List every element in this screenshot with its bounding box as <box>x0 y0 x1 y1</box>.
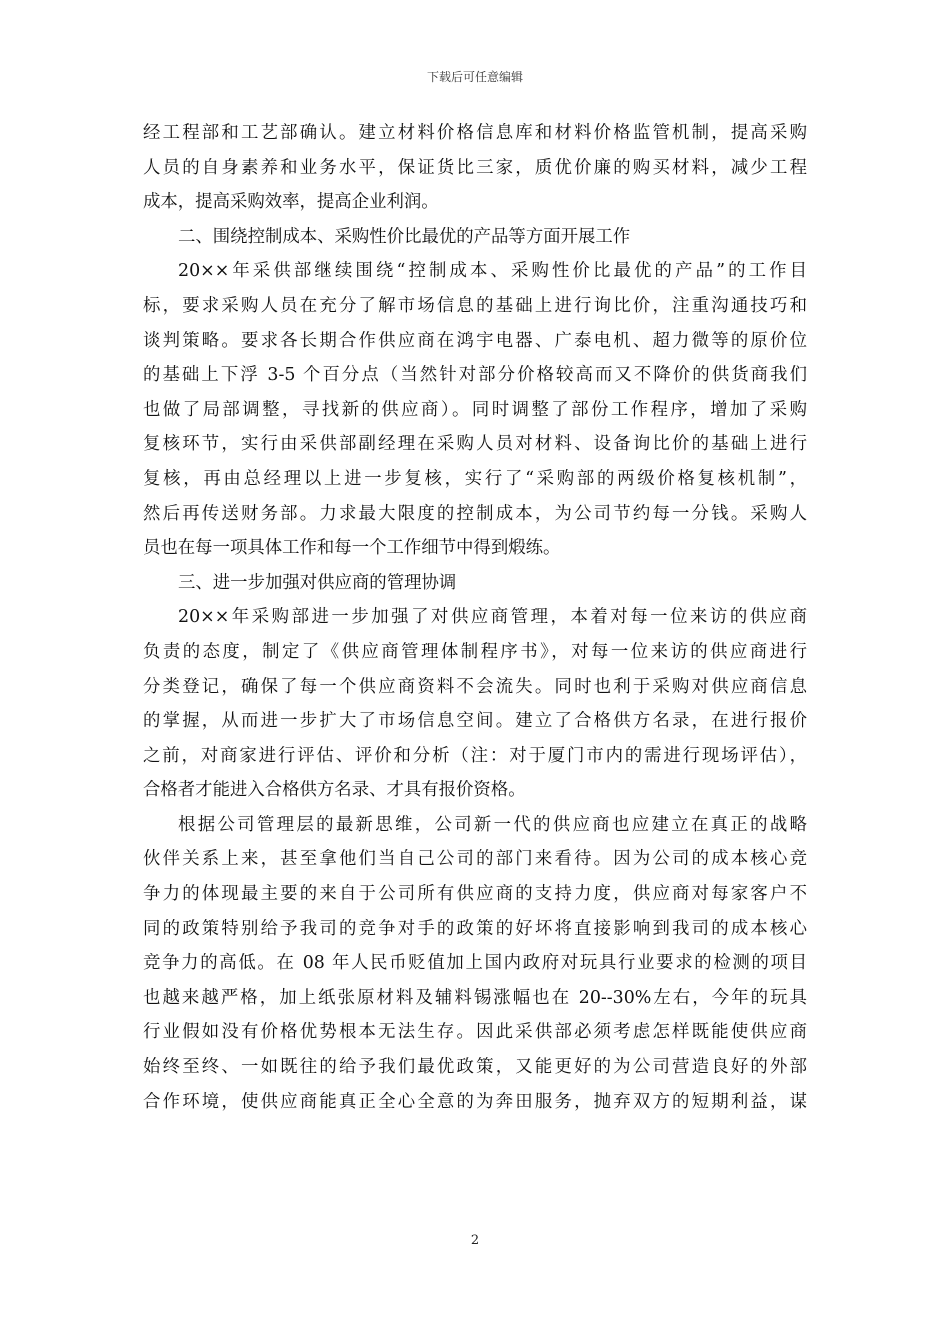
text-line: 分类登记，确保了每一个供应商资料不会流失。同时也利于采购对供应商信息 <box>143 676 807 697</box>
text-line: 成本，提高采购效率，提高企业利润。 <box>143 192 439 213</box>
text-line: 竞争力的高低。在 08 年人民币贬值加上国内政府对玩具行业要求的检测的项目 <box>143 953 807 974</box>
text-line: 合作环境，使供应商能真正全心全意的为奔田服务，抛弃双方的短期利益，谋 <box>143 1091 807 1112</box>
text-line: 员也在每一项具体工作和每一个工作细节中得到煅练。 <box>143 538 561 559</box>
text-line: 同的政策特别给予我司的竞争对手的政策的好坏将直接影响到我司的成本核心 <box>143 918 807 939</box>
text-line: 人员的自身素养和业务水平，保证货比三家，质优价廉的购买材料，减少工程 <box>143 157 807 178</box>
text-line: 始终至终、一如既往的给予我们最优政策，又能更好的为公司营造良好的外部 <box>143 1057 807 1078</box>
text-line: 伙伴关系上来，甚至拿他们当自己公司的部门来看待。因为公司的成本核心竞 <box>143 849 807 870</box>
paragraph <box>143 254 807 565</box>
text-line: 复核，再由总经理以上进一步复核，实行了“采购部的两级价格复核机制”， <box>143 468 807 489</box>
text-line: 行业假如没有价格优势根本无法生存。因此采供部必须考虑怎样既能使供应商 <box>143 1022 807 1043</box>
text-line: 三、进一步加强对供应商的管理协调 <box>178 572 457 593</box>
text-line: 也做了局部调整，寻找新的供应商）。同时调整了部份工作程序，增加了采购 <box>143 399 807 420</box>
page-number: 2 <box>470 1233 480 1248</box>
page-header: 下载后可任意编辑 <box>426 70 523 84</box>
paragraph <box>143 808 807 1119</box>
text-line: 经工程部和工艺部确认。建立材料价格信息库和材料价格监管机制，提高采购 <box>143 123 807 143</box>
paragraph <box>143 600 807 808</box>
text-line: 20××年采购部进一步加强了对供应商管理，本着对每一位来访的供应商 <box>178 607 807 628</box>
text-line: 负责的态度，制定了《供应商管理体制程序书》，对每一位来访的供应商进行 <box>143 641 807 662</box>
text-line: 然后再传送财务部。力求最大限度的控制成本，为公司节约每一分钱。采购人 <box>143 503 807 524</box>
text-line: 的基础上下浮 3-5 个百分点（当然针对部分价格较高而又不降价的供货商我们 <box>143 365 807 386</box>
text-line: 标，要求采购人员在充分了解市场信息的基础上进行询比价，注重沟通技巧和 <box>143 295 807 316</box>
text-line: 之前，对商家进行评估、评价和分析（注：对于厦门市内的需进行现场评估）， <box>143 745 807 766</box>
text-line: 合格者才能进入合格供方名录、才具有报价资格。 <box>143 780 526 801</box>
text-line: 20××年采供部继续围绕“控制成本、采购性价比最优的产品”的工作目 <box>178 261 807 282</box>
document-body <box>143 116 807 1119</box>
paragraph <box>143 116 807 220</box>
text-line: 二、围绕控制成本、采购性价比最优的产品等方面开展工作 <box>178 226 631 247</box>
text-line: 谈判策略。要求各长期合作供应商在鸿宇电器、广泰电机、超力微等的原价位 <box>143 330 807 351</box>
section-heading <box>143 566 807 601</box>
text-line: 的掌握，从而进一步扩大了市场信息空间。建立了合格供方名录，在进行报价 <box>143 711 807 732</box>
text-line: 根据公司管理层的最新思维，公司新一代的供应商也应建立在真正的战略 <box>178 814 807 835</box>
text-line: 争力的体现最主要的来自于公司所有供应商的支持力度，供应商对每家客户不 <box>143 884 807 905</box>
text-line: 也越来越严格，加上纸张原材料及辅料锡涨幅也在 20--30%左右，今年的玩具 <box>143 987 807 1008</box>
section-heading <box>143 220 807 255</box>
text-line: 复核环节，实行由采供部副经理在采购人员对材料、设备询比价的基础上进行 <box>143 434 807 455</box>
